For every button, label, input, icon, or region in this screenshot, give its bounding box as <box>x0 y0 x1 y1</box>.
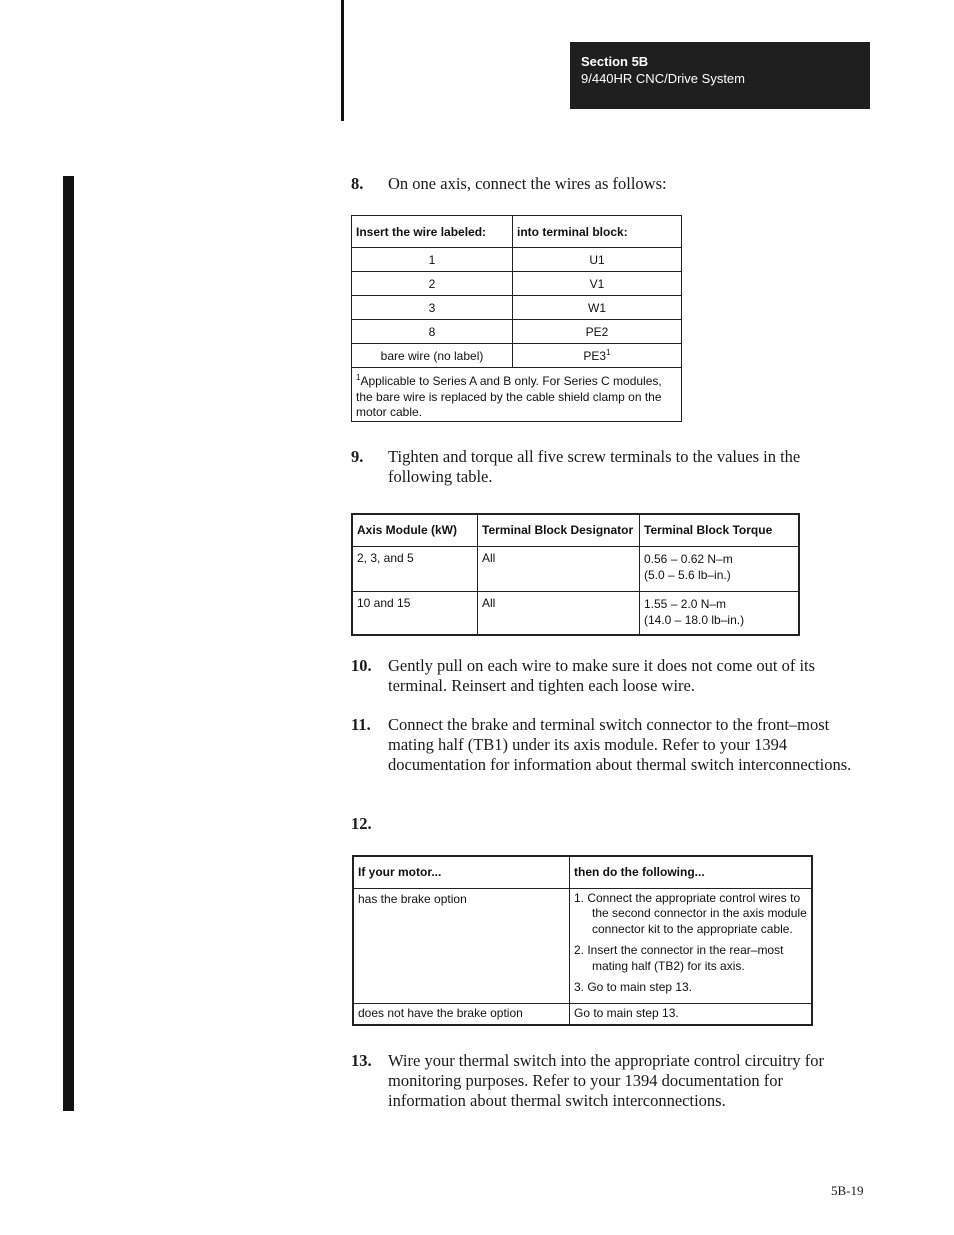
step-number: 12. <box>351 814 372 833</box>
torque-nm: 0.56 – 0.62 N–m <box>644 551 733 566</box>
table-row <box>352 344 682 368</box>
footnote-ref: 1 <box>606 348 611 357</box>
section-header <box>570 42 870 109</box>
action-cell <box>570 888 813 1003</box>
terminal-value: PE3 <box>583 349 607 363</box>
wire-header: Insert the wire labeled: <box>352 216 513 248</box>
footnote-mark: 1 <box>356 373 361 382</box>
terminal-cell: U1 <box>513 248 682 272</box>
step-text: Wire your thermal switch into the appropriate control circuitry for monitoring purposes. Refer to your 1394 documentation for information about thermal switch interconnections. <box>388 1051 824 1110</box>
terminal-cell: PE2 <box>513 320 682 344</box>
list-item: 1. Connect the appropriate control wires to the second connector in the axis module connector kit to the appropriate cable. <box>574 890 807 936</box>
module-header: Axis Module (kW) <box>352 514 478 546</box>
step-number: 8. <box>351 174 364 193</box>
step-text: On one axis, connect the wires as follows: <box>388 174 667 193</box>
table-row <box>353 1003 812 1025</box>
torque-header: Terminal Block Torque <box>640 514 800 546</box>
step-number: 9. <box>351 447 364 466</box>
torque-table <box>351 513 800 636</box>
table-row <box>352 546 799 591</box>
step-number: 11. <box>351 715 371 734</box>
wire-cell: 1 <box>352 248 513 272</box>
torque-cell <box>640 591 800 635</box>
brake-table <box>352 855 813 1026</box>
terminal-cell: W1 <box>513 296 682 320</box>
torque-nm: 1.55 – 2.0 N–m <box>644 596 727 611</box>
terminal-cell <box>513 344 682 368</box>
wire-table <box>351 215 682 422</box>
terminal-cell: V1 <box>513 272 682 296</box>
torque-lb: (5.0 – 5.6 lb–in.) <box>644 567 731 582</box>
module-cell: 10 and 15 <box>352 591 478 635</box>
torque-lb: (14.0 – 18.0 lb–in.) <box>644 612 745 627</box>
condition-cell: does not have the brake option <box>353 1003 570 1025</box>
designator-cell: All <box>478 591 640 635</box>
list-item: 2. Insert the connector in the rear–most mating half (TB2) for its axis. <box>574 943 784 973</box>
table-row <box>352 320 682 344</box>
wire-cell: 8 <box>352 320 513 344</box>
wire-cell: bare wire (no label) <box>352 344 513 368</box>
change-bar <box>63 176 74 1111</box>
step-number: 10. <box>351 656 372 675</box>
step-number: 13. <box>351 1051 372 1070</box>
action-header: then do the following... <box>570 856 813 888</box>
terminal-header: into terminal block: <box>513 216 682 248</box>
step-text: Connect the brake and terminal switch connector to the front–most mating half (TB1) under its axis module. Refer to your 1394 documentation for information about thermal switch interconnections. <box>388 715 852 774</box>
module-cell: 2, 3, and 5 <box>352 546 478 591</box>
action-cell: Go to main step 13. <box>570 1003 813 1025</box>
footnote-text: Applicable to Series A and B only. For Series C modules, the bare wire is replaced by the cable shield clamp on the motor cable. <box>356 374 662 419</box>
list-item: 3. Go to main step 13. <box>574 980 693 994</box>
table-row <box>352 591 799 635</box>
designator-cell: All <box>478 546 640 591</box>
margin-rule <box>341 0 344 121</box>
wire-cell: 3 <box>352 296 513 320</box>
step-text: Gently pull on each wire to make sure it does not come out of its terminal. Reinsert and tighten each loose wire. <box>388 656 816 695</box>
step-text: Tighten and torque all five screw terminals to the values in the following table. <box>388 447 801 486</box>
page-number: 5B-19 <box>831 1183 864 1198</box>
designator-header: Terminal Block Designator <box>478 514 640 546</box>
table-row <box>353 888 812 1003</box>
footnote-cell <box>352 368 682 422</box>
table-row <box>352 248 682 272</box>
condition-cell: has the brake option <box>353 888 570 1003</box>
table-row <box>352 272 682 296</box>
system-title: 9/440HR CNC/Drive System <box>581 71 745 86</box>
table-row <box>352 296 682 320</box>
section-title: Section 5B <box>581 54 649 69</box>
condition-header: If your motor... <box>353 856 570 888</box>
torque-cell <box>640 546 800 591</box>
footnote-row <box>352 368 682 422</box>
wire-cell: 2 <box>352 272 513 296</box>
